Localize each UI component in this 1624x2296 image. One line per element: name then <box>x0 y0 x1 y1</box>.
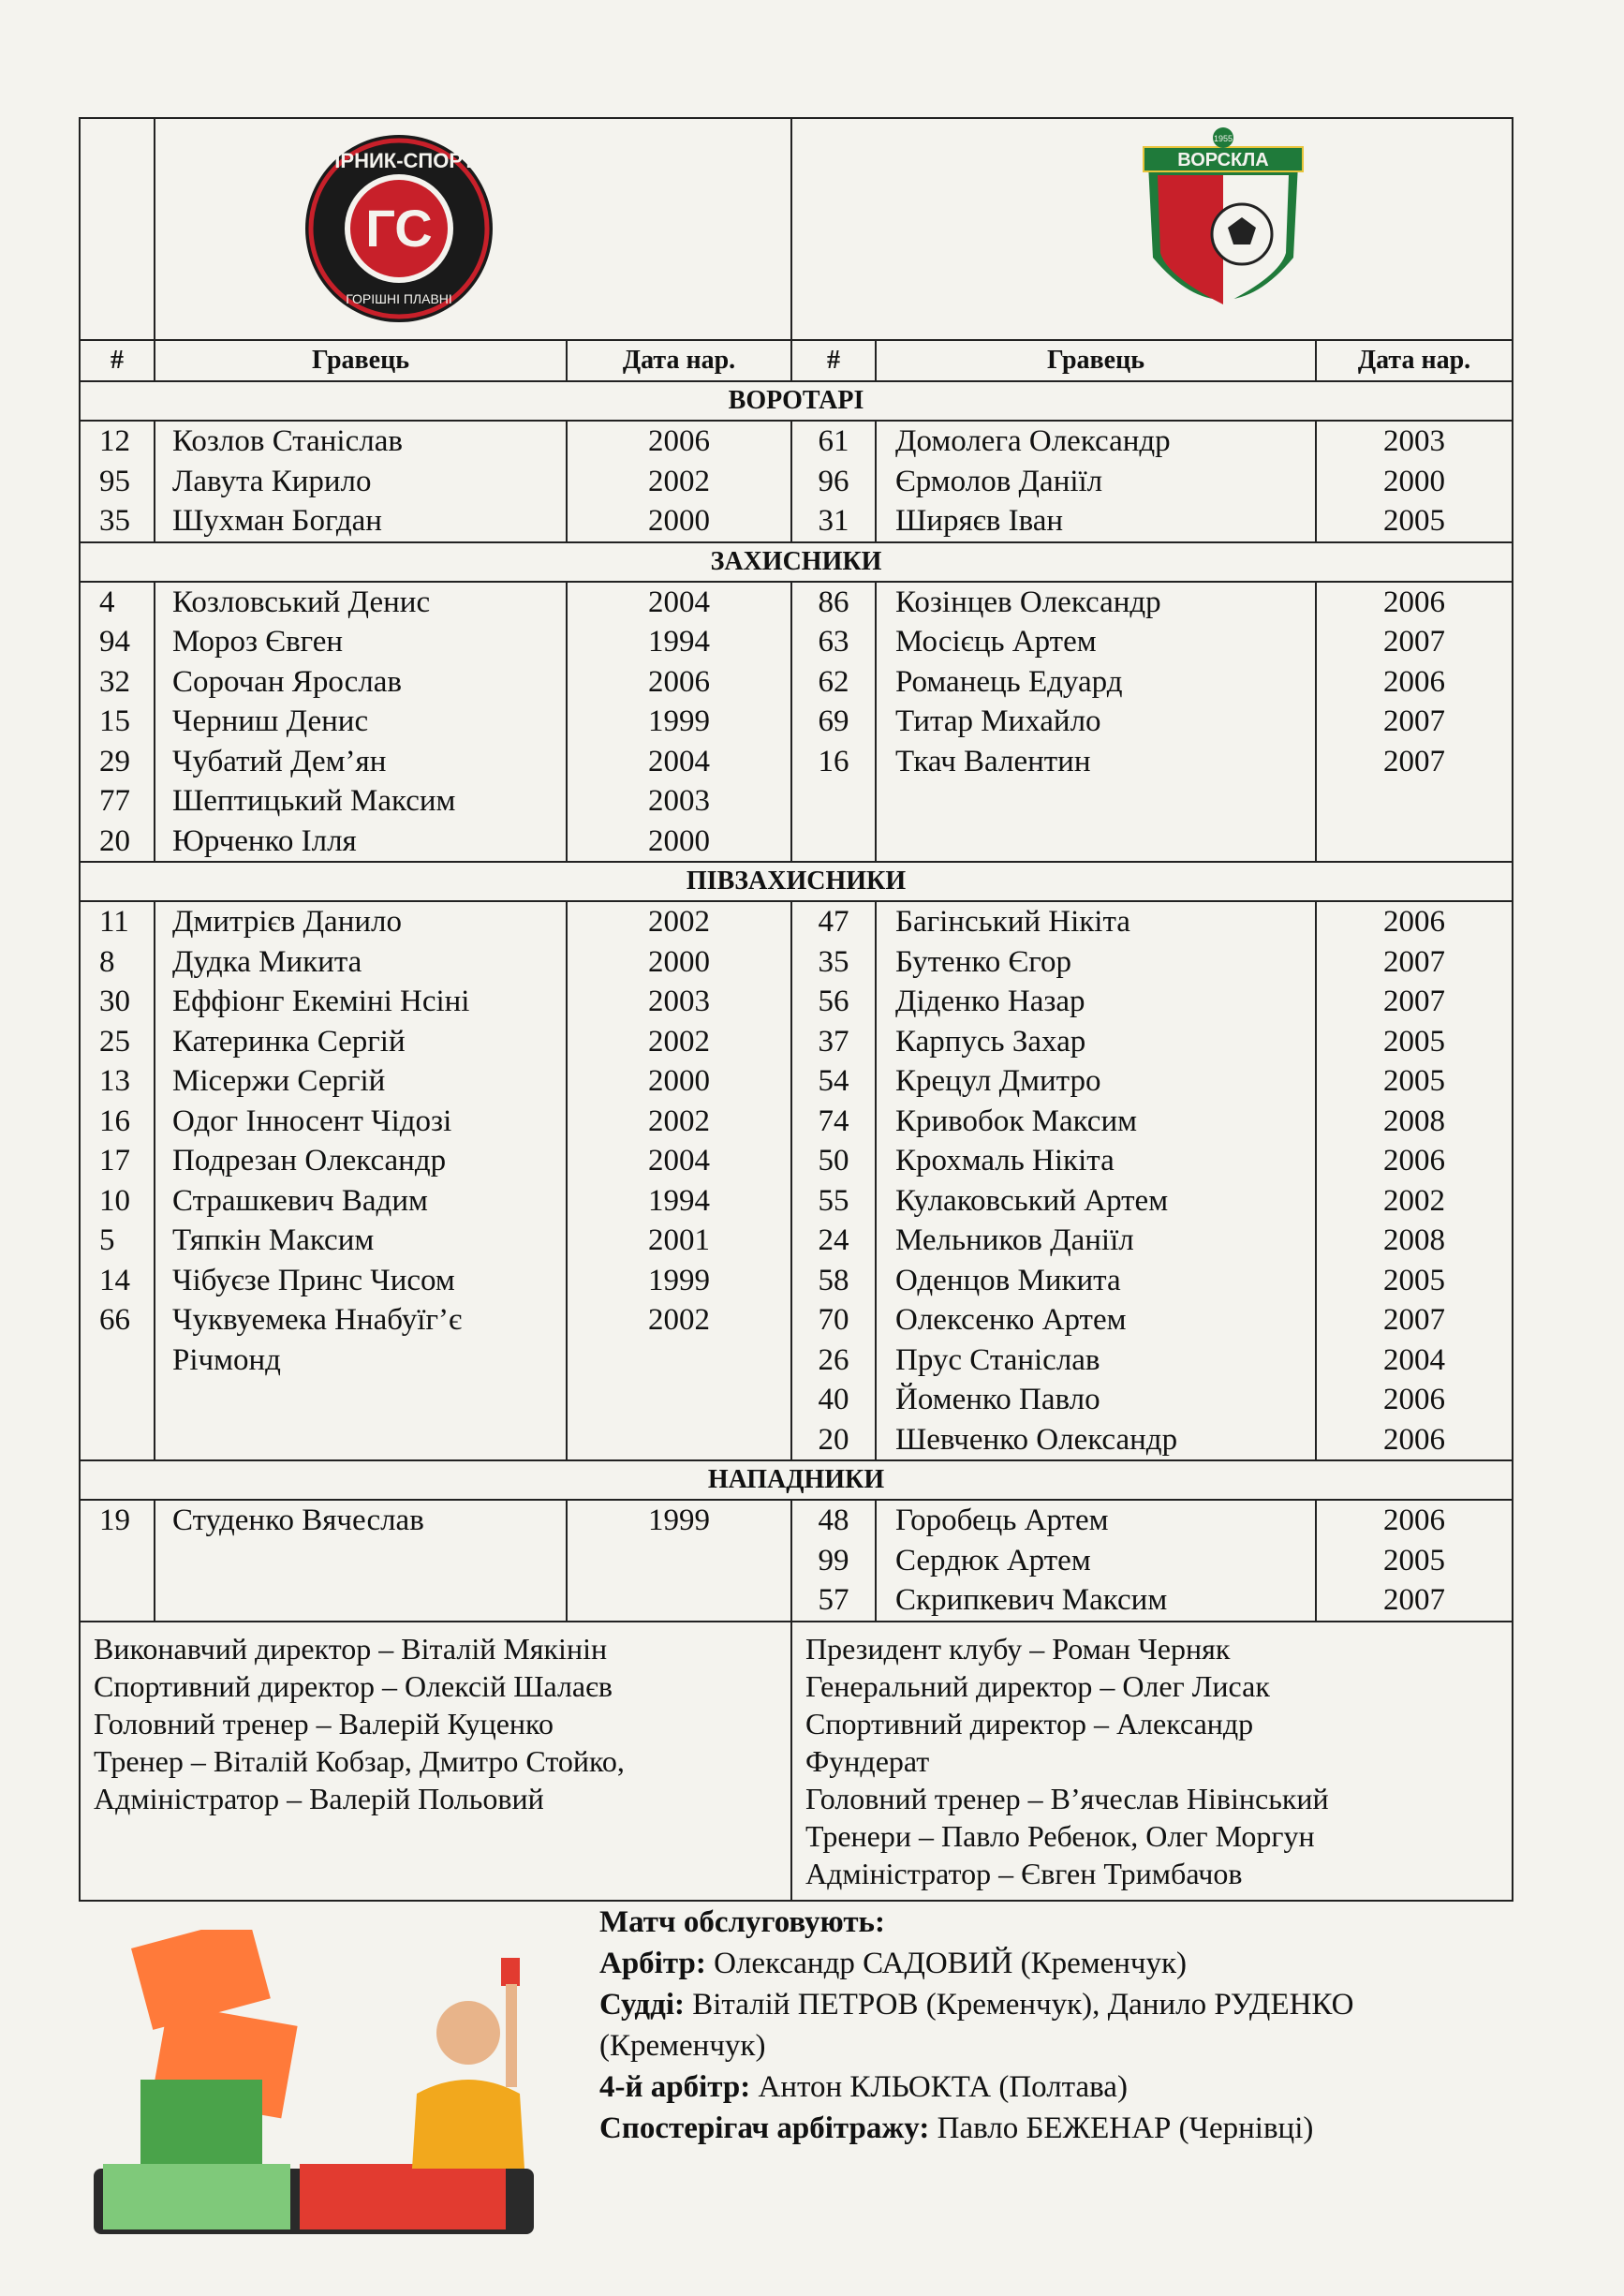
away-birth-year: 2002 <box>1316 1181 1513 1222</box>
away-number: 86 <box>791 582 876 623</box>
home-birth-year: 1994 <box>567 622 791 662</box>
home-player-name: Шухман Богдан <box>155 501 567 542</box>
away-number: 55 <box>791 1181 876 1222</box>
away-player-name: Багінський Нікіта <box>876 901 1316 942</box>
home-player-name: Страшкевич Вадим <box>155 1181 567 1222</box>
home-birth-year: 2000 <box>567 1061 791 1102</box>
home-number: 10 <box>80 1181 155 1222</box>
home-birth-year: 1999 <box>567 702 791 742</box>
away-number <box>791 781 876 822</box>
away-birth-year: 2005 <box>1316 1541 1513 1581</box>
roster-body <box>80 118 1513 1622</box>
home-birth-year: 2004 <box>567 582 791 623</box>
player-row <box>80 1541 1513 1581</box>
away-logo-cell <box>791 118 1513 340</box>
home-birth-year: 2006 <box>567 421 791 462</box>
away-player-name: Мосієць Артем <box>876 622 1316 662</box>
home-player-name: Річмонд <box>155 1341 567 1381</box>
home-number <box>80 1541 155 1581</box>
home-birth-year <box>567 1420 791 1461</box>
away-player-name: Крохмаль Нікіта <box>876 1141 1316 1181</box>
home-birth-year: 2000 <box>567 942 791 983</box>
away-number: 58 <box>791 1261 876 1301</box>
home-staff <box>80 1622 791 1901</box>
home-birth-year: 2000 <box>567 501 791 542</box>
home-player-name <box>155 1420 567 1461</box>
section-title-forwards: НАПАДНИКИ <box>80 1460 1513 1500</box>
away-birth-year: 2006 <box>1316 582 1513 623</box>
officials-heading: Матч обслуговують: <box>599 1905 885 1939</box>
home-player-name: Одог Інносент Чідозі <box>155 1102 567 1142</box>
away-birth-year: 2005 <box>1316 501 1513 542</box>
home-player-name: Тяпкін Максим <box>155 1221 567 1261</box>
player-row <box>80 1341 1513 1381</box>
header-row <box>80 340 1513 381</box>
away-player-name: Титар Михайло <box>876 702 1316 742</box>
away-number: 31 <box>791 501 876 542</box>
away-birth-year: 2006 <box>1316 1380 1513 1420</box>
section-title-defenders: ЗАХИСНИКИ <box>80 542 1513 582</box>
away-birth-year <box>1316 822 1513 863</box>
away-birth-year: 2008 <box>1316 1102 1513 1142</box>
away-birth-year: 2005 <box>1316 1061 1513 1102</box>
staff-table <box>79 1621 1513 1902</box>
away-birth-year: 2004 <box>1316 1341 1513 1381</box>
away-staff-line: Адміністратор – Євген Тримбачов <box>805 1856 1243 1890</box>
player-row <box>80 702 1513 742</box>
away-birth-year: 2000 <box>1316 462 1513 502</box>
home-number: 95 <box>80 462 155 502</box>
home-birth-year: 2001 <box>567 1221 791 1261</box>
player-row <box>80 421 1513 462</box>
home-player-name: Чуквуемека Ннабуїг’є <box>155 1300 567 1341</box>
home-number <box>80 1580 155 1622</box>
home-birth-year <box>567 1380 791 1420</box>
red-card <box>300 2164 506 2229</box>
home-player-name: Катеринка Сергій <box>155 1022 567 1062</box>
observer-line <box>599 2108 1592 2149</box>
home-birth-year: 2002 <box>567 1300 791 1341</box>
home-num-header: # <box>80 340 155 381</box>
away-birth-year: 2006 <box>1316 901 1513 942</box>
away-staff-line: Спортивний директор – Александр <box>805 1706 1254 1741</box>
home-number: 16 <box>80 1102 155 1142</box>
home-number: 35 <box>80 501 155 542</box>
home-birth-year: 2002 <box>567 1102 791 1142</box>
home-birth-year: 1999 <box>567 1500 791 1541</box>
away-player-name: Бутенко Єгор <box>876 942 1316 983</box>
home-number: 15 <box>80 702 155 742</box>
home-player-name <box>155 1380 567 1420</box>
home-number: 11 <box>80 901 155 942</box>
away-number: 20 <box>791 1420 876 1461</box>
home-birth-year: 2003 <box>567 982 791 1022</box>
home-logo-cell <box>155 118 791 340</box>
away-num-header: # <box>791 340 876 381</box>
away-number: 50 <box>791 1141 876 1181</box>
player-row <box>80 942 1513 983</box>
home-birth-year <box>567 1580 791 1622</box>
green-card <box>103 2164 290 2229</box>
player-row <box>80 781 1513 822</box>
away-number: 62 <box>791 662 876 703</box>
away-staff-line: Тренери – Павло Ребенок, Олег Моргун <box>805 1818 1315 1853</box>
away-staff <box>791 1622 1513 1901</box>
home-player-name: Студенко Вячеслав <box>155 1500 567 1541</box>
away-staff-line: Генеральний директор – Олег Лисак <box>805 1668 1270 1703</box>
home-player-name: Чубатий Дем’ян <box>155 742 567 782</box>
away-dob-header: Дата нар. <box>1316 340 1513 381</box>
home-staff-line: Адміністратор – Валерій Польовий <box>94 1781 544 1815</box>
away-birth-year: 2006 <box>1316 1141 1513 1181</box>
away-number: 37 <box>791 1022 876 1062</box>
fourth-official-label: 4-й арбітр: <box>599 2070 751 2104</box>
away-player-name: Ширяєв Іван <box>876 501 1316 542</box>
referee-illustration <box>94 1930 581 2239</box>
away-number: 63 <box>791 622 876 662</box>
away-birth-year: 2006 <box>1316 662 1513 703</box>
section-title-goalkeepers: ВОРОТАРІ <box>80 381 1513 421</box>
away-birth-year: 2007 <box>1316 1300 1513 1341</box>
away-logo-name: ВОРСКЛА <box>1177 150 1269 170</box>
away-number: 40 <box>791 1380 876 1420</box>
fourth-official-line <box>599 2066 1592 2108</box>
assistants-line <box>599 1984 1592 2025</box>
away-player-name: Крецул Дмитро <box>876 1061 1316 1102</box>
flag-3 <box>140 2080 262 2164</box>
match-officials <box>599 1902 1592 2149</box>
home-number: 32 <box>80 662 155 703</box>
home-number: 19 <box>80 1500 155 1541</box>
home-logo-motto: ГОРІШНІ ПЛАВНІ <box>346 291 452 306</box>
away-player-name: Карпусь Захар <box>876 1022 1316 1062</box>
away-birth-year: 2006 <box>1316 1420 1513 1461</box>
player-row <box>80 901 1513 942</box>
home-birth-year: 2003 <box>567 781 791 822</box>
away-club-logo <box>1129 126 1317 333</box>
home-player-name: Мороз Євген <box>155 622 567 662</box>
away-birth-year: 2007 <box>1316 1580 1513 1622</box>
away-birth-year: 2008 <box>1316 1221 1513 1261</box>
away-player-name <box>876 781 1316 822</box>
away-player-name: Сердюк Артем <box>876 1541 1316 1581</box>
home-player-name: Шептицький Максим <box>155 781 567 822</box>
home-player-name: Чібуєзе Принс Чисом <box>155 1261 567 1301</box>
player-row <box>80 1102 1513 1142</box>
section-row <box>80 381 1513 421</box>
away-number: 70 <box>791 1300 876 1341</box>
away-number: 74 <box>791 1102 876 1142</box>
away-player-name: Шевченко Олександр <box>876 1420 1316 1461</box>
home-number <box>80 1380 155 1420</box>
home-player-name: Лавута Кирило <box>155 462 567 502</box>
away-birth-year: 2007 <box>1316 702 1513 742</box>
home-player-name: Дудка Микита <box>155 942 567 983</box>
home-club-logo <box>287 130 511 327</box>
section-title-midfielders: ПІВЗАХИСНИКИ <box>80 862 1513 901</box>
referee-label: Арбітр: <box>599 1947 706 1980</box>
away-number: 56 <box>791 982 876 1022</box>
home-player-name: Сорочан Ярослав <box>155 662 567 703</box>
player-row <box>80 982 1513 1022</box>
home-number: 5 <box>80 1221 155 1261</box>
home-staff-line: Тренер – Віталій Кобзар, Дмитро Стойко, <box>94 1743 625 1778</box>
player-row <box>80 582 1513 623</box>
home-number: 4 <box>80 582 155 623</box>
home-player-name: Козловський Денис <box>155 582 567 623</box>
home-staff-line: Головний тренер – Валерій Куценко <box>94 1706 554 1741</box>
away-birth-year: 2007 <box>1316 742 1513 782</box>
away-number: 54 <box>791 1061 876 1102</box>
player-row <box>80 662 1513 703</box>
away-birth-year: 2007 <box>1316 982 1513 1022</box>
away-number: 47 <box>791 901 876 942</box>
away-staff-line: Головний тренер – В’ячеслав Нівінський <box>805 1781 1329 1815</box>
observer-label: Спостерігач арбітражу: <box>599 2111 930 2145</box>
section-row <box>80 862 1513 901</box>
home-player-name <box>155 1541 567 1581</box>
player-row <box>80 1141 1513 1181</box>
away-birth-year: 2005 <box>1316 1261 1513 1301</box>
home-number: 14 <box>80 1261 155 1301</box>
home-player-name: Подрезан Олександр <box>155 1141 567 1181</box>
home-player-header: Гравець <box>155 340 567 381</box>
observer-value: Павло БЕЖЕНАР (Чернівці) <box>937 2111 1314 2145</box>
home-birth-year: 2002 <box>567 462 791 502</box>
away-player-name <box>876 822 1316 863</box>
player-row <box>80 1380 1513 1420</box>
away-staff-line: Президент клубу – Роман Черняк <box>805 1631 1231 1666</box>
away-player-name: Горобець Артем <box>876 1500 1316 1541</box>
away-player-name: Олексенко Артем <box>876 1300 1316 1341</box>
player-row <box>80 1061 1513 1102</box>
home-number: 20 <box>80 822 155 863</box>
player-row <box>80 1261 1513 1301</box>
away-player-name: Єрмолов Даніїл <box>876 462 1316 502</box>
referee-shirt <box>412 2080 524 2169</box>
player-row <box>80 1500 1513 1541</box>
player-row <box>80 1580 1513 1622</box>
home-number <box>80 1341 155 1381</box>
away-player-name: Діденко Назар <box>876 982 1316 1022</box>
referee-head <box>436 2001 500 2065</box>
home-logo-name: ГІРНИК-СПОРТ <box>322 149 476 172</box>
red-card-raised <box>501 1958 520 1986</box>
away-player-name: Ткач Валентин <box>876 742 1316 782</box>
away-number: 48 <box>791 1500 876 1541</box>
referee-figure <box>412 1958 524 2169</box>
away-player-name: Романець Едуард <box>876 662 1316 703</box>
player-row <box>80 742 1513 782</box>
section-row <box>80 542 1513 582</box>
home-number: 12 <box>80 421 155 462</box>
away-birth-year: 2003 <box>1316 421 1513 462</box>
away-birth-year: 2006 <box>1316 1500 1513 1541</box>
section-row <box>80 1460 1513 1500</box>
away-birth-year: 2007 <box>1316 622 1513 662</box>
away-number: 16 <box>791 742 876 782</box>
home-player-name <box>155 1580 567 1622</box>
away-player-name: Домолега Олександр <box>876 421 1316 462</box>
home-number: 66 <box>80 1300 155 1341</box>
away-number: 35 <box>791 942 876 983</box>
assistants-value: Віталій ПЕТРОВ (Кременчук), Данило РУДЕНКО <box>692 1988 1354 2022</box>
home-birth-year: 2004 <box>567 742 791 782</box>
home-number: 94 <box>80 622 155 662</box>
home-number: 8 <box>80 942 155 983</box>
away-number: 69 <box>791 702 876 742</box>
player-row <box>80 1022 1513 1062</box>
away-number <box>791 822 876 863</box>
home-player-name: Дмитрієв Данило <box>155 901 567 942</box>
referee-line <box>599 1943 1592 1984</box>
away-player-header: Гравець <box>876 340 1316 381</box>
home-player-name: Черниш Денис <box>155 702 567 742</box>
home-number: 25 <box>80 1022 155 1062</box>
home-birth-year: 1999 <box>567 1261 791 1301</box>
player-row <box>80 501 1513 542</box>
fourth-official-value: Антон КЛЬОКТА (Полтава) <box>758 2070 1128 2104</box>
roster-sheet <box>79 117 1512 1903</box>
away-number: 61 <box>791 421 876 462</box>
home-number <box>80 1420 155 1461</box>
player-row <box>80 1221 1513 1261</box>
roster-table <box>79 117 1513 1622</box>
home-logo-initials: ГС <box>365 199 433 258</box>
away-birth-year <box>1316 781 1513 822</box>
home-number: 30 <box>80 982 155 1022</box>
away-player-name: Козінцев Олександр <box>876 582 1316 623</box>
player-row <box>80 622 1513 662</box>
player-row <box>80 1420 1513 1461</box>
away-player-name: Кулаковський Артем <box>876 1181 1316 1222</box>
away-staff-line: Фундерат <box>805 1743 930 1778</box>
home-player-name: Еффіонг Екеміні Нсіні <box>155 982 567 1022</box>
away-birth-year: 2007 <box>1316 942 1513 983</box>
assistants-city: (Кременчук) <box>599 2029 766 2063</box>
away-number: 99 <box>791 1541 876 1581</box>
home-staff-line: Спортивний директор – Олексій Шалаєв <box>94 1668 613 1703</box>
away-number: 96 <box>791 462 876 502</box>
away-player-name: Оденцов Микита <box>876 1261 1316 1301</box>
home-birth-year: 2004 <box>567 1141 791 1181</box>
home-birth-year <box>567 1541 791 1581</box>
away-number: 57 <box>791 1580 876 1622</box>
away-player-name: Йоменко Павло <box>876 1380 1316 1420</box>
away-logo-year: 1955 <box>1213 134 1233 143</box>
home-number: 13 <box>80 1061 155 1102</box>
away-number: 24 <box>791 1221 876 1261</box>
away-player-name: Кривобок Максим <box>876 1102 1316 1142</box>
referee-value: Олександр САДОВИЙ (Кременчук) <box>714 1947 1188 1980</box>
away-birth-year: 2005 <box>1316 1022 1513 1062</box>
home-player-name: Місержи Сергій <box>155 1061 567 1102</box>
home-birth-year: 2006 <box>567 662 791 703</box>
assistants-label: Судді: <box>599 1988 685 2022</box>
home-birth-year <box>567 1341 791 1381</box>
away-player-name: Прус Станіслав <box>876 1341 1316 1381</box>
home-player-name: Козлов Станіслав <box>155 421 567 462</box>
home-dob-header: Дата нар. <box>567 340 791 381</box>
home-player-name: Юрченко Ілля <box>155 822 567 863</box>
away-player-name: Скрипкевич Максим <box>876 1580 1316 1622</box>
home-birth-year: 1994 <box>567 1181 791 1222</box>
referee-arm <box>506 1984 517 2087</box>
home-number: 17 <box>80 1141 155 1181</box>
player-row <box>80 822 1513 863</box>
home-birth-year: 2002 <box>567 901 791 942</box>
player-row <box>80 1300 1513 1341</box>
away-player-name: Мельников Даніїл <box>876 1221 1316 1261</box>
flag-icon <box>131 1930 298 2164</box>
home-birth-year: 2002 <box>567 1022 791 1062</box>
away-number: 26 <box>791 1341 876 1381</box>
home-birth-year: 2000 <box>567 822 791 863</box>
home-number: 29 <box>80 742 155 782</box>
home-number: 77 <box>80 781 155 822</box>
player-row <box>80 1181 1513 1222</box>
player-row <box>80 462 1513 502</box>
home-staff-line: Виконавчий директор – Віталій Мякінін <box>94 1631 608 1666</box>
